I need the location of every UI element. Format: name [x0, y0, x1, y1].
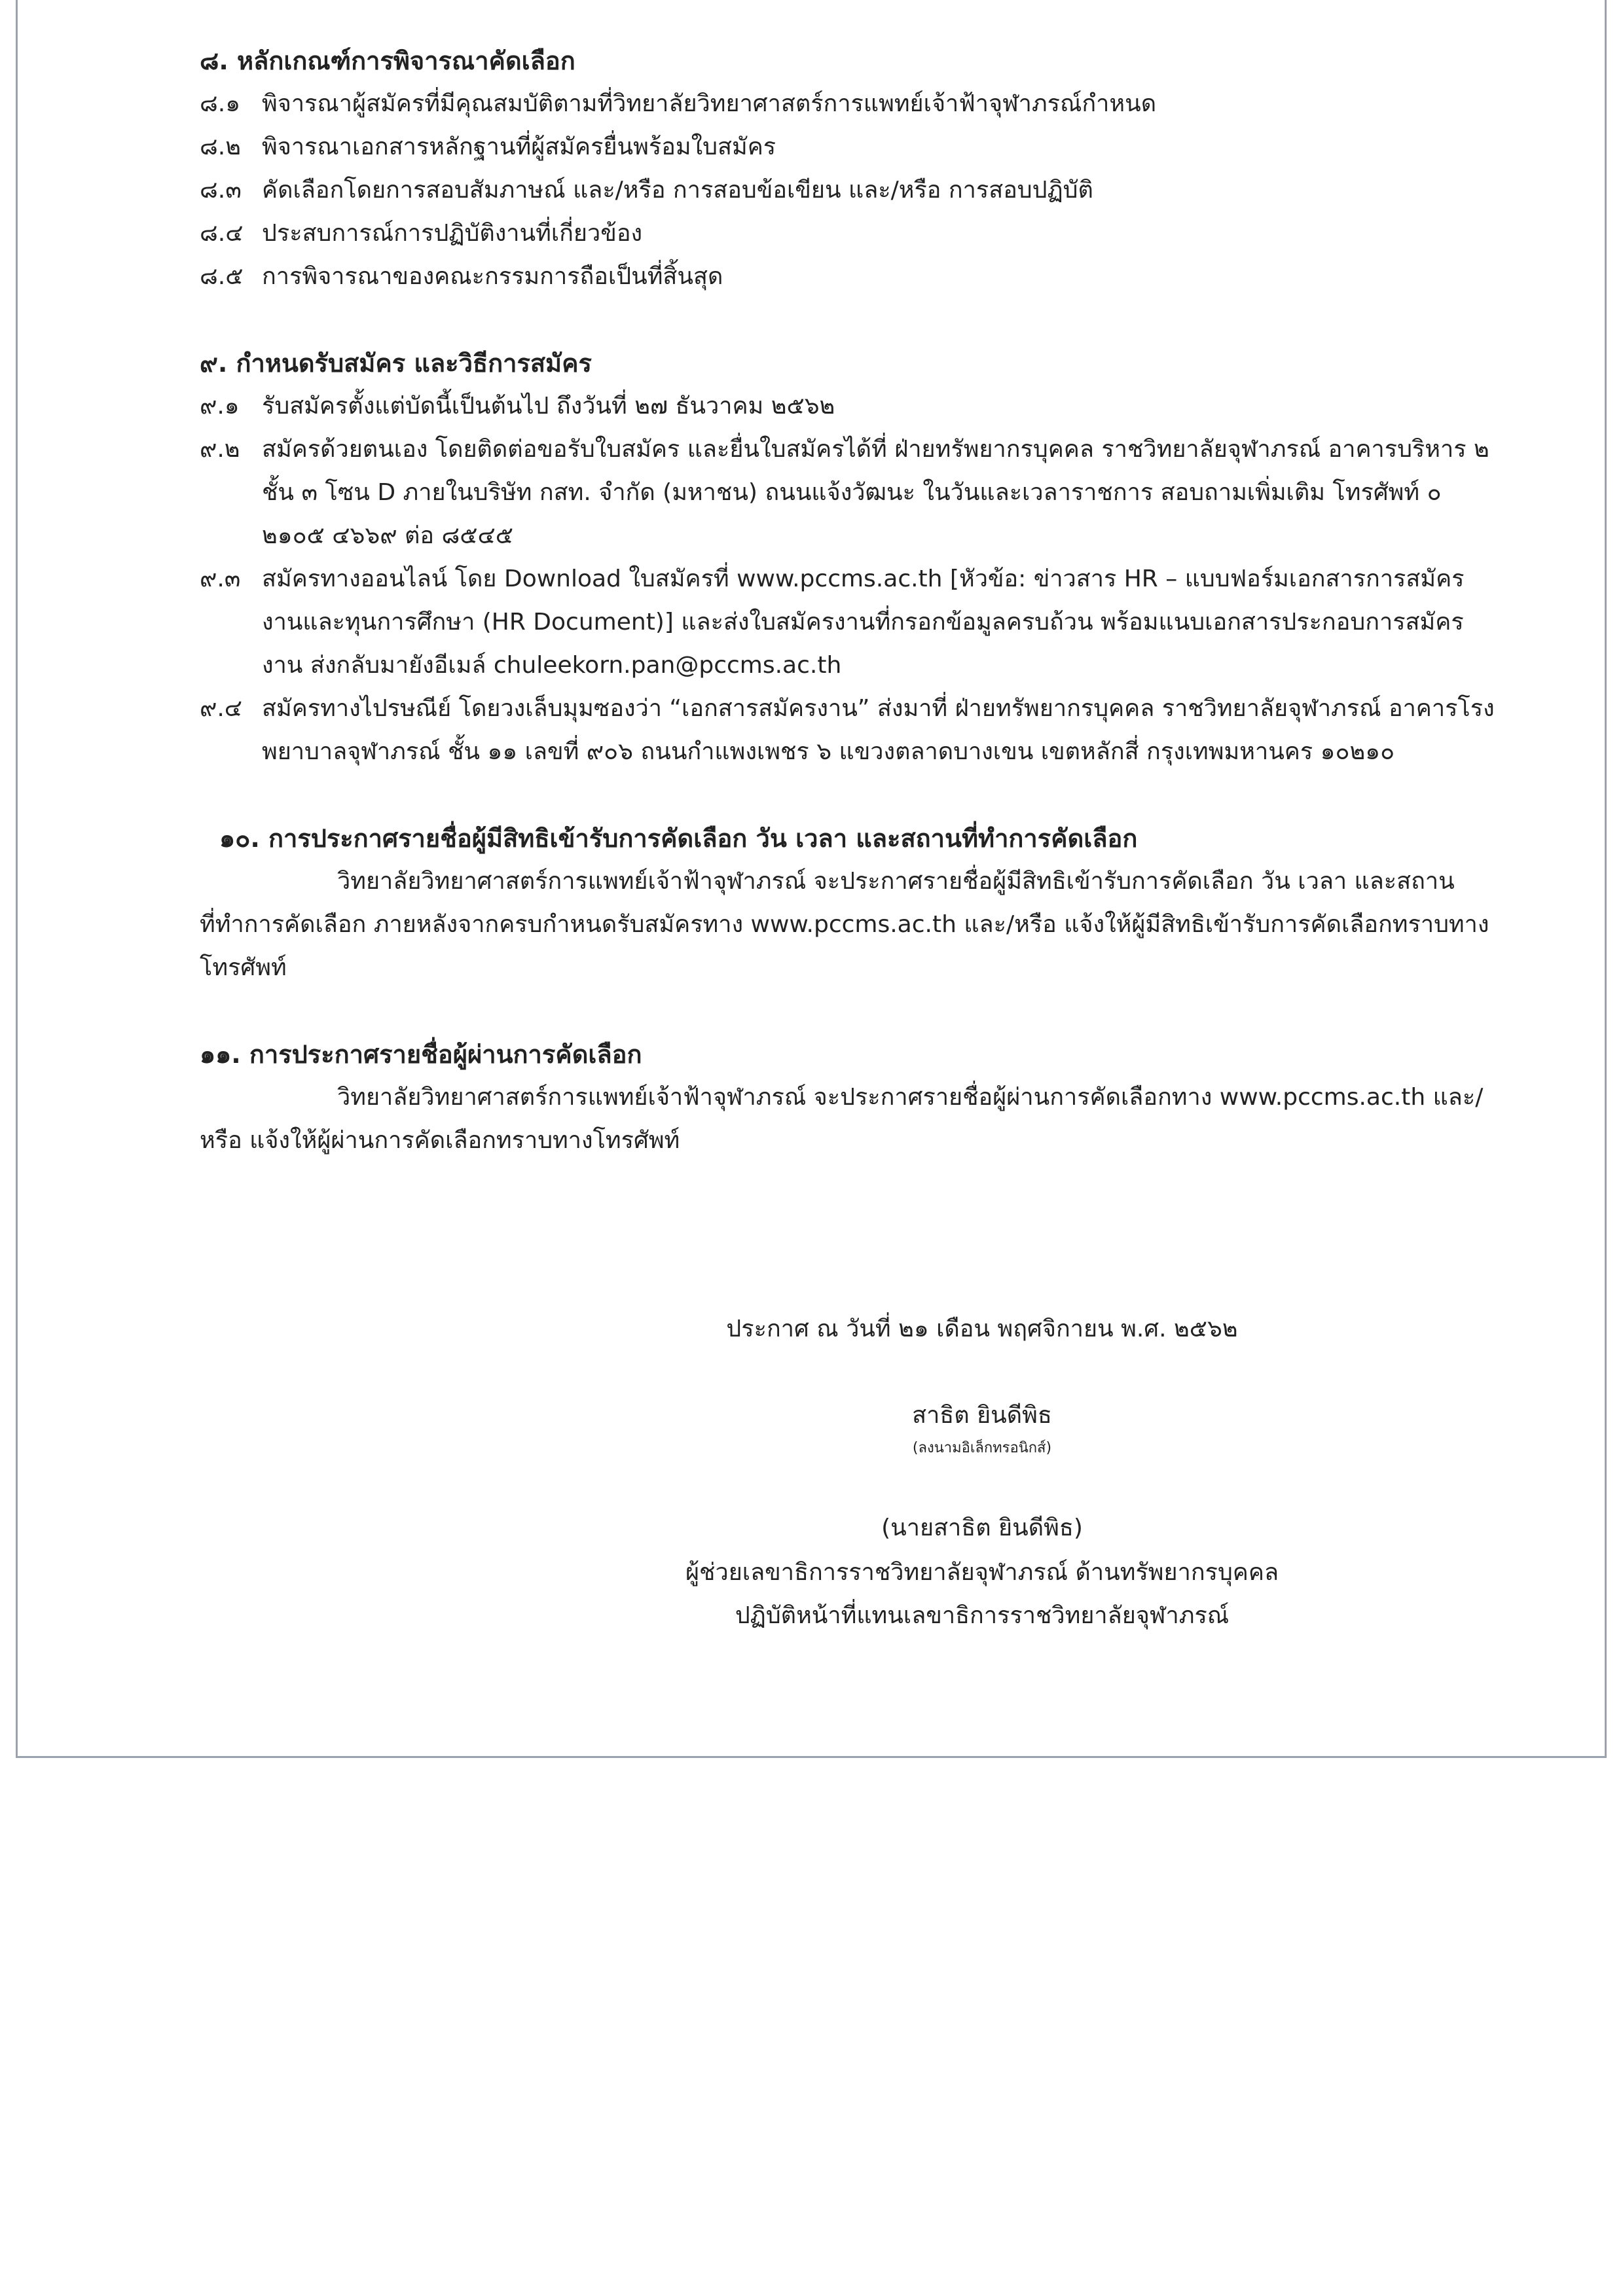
item-number: ๘.๔ [200, 220, 244, 247]
signer-name: สาธิต ยินดีพิธ [912, 1402, 1052, 1429]
list-item [200, 212, 1496, 255]
signer-position: ผู้ช่วยเลขาธิการราชวิทยาลัยจุฬาภรณ์ ด้านทรัพยากรบุคคล [685, 1559, 1279, 1586]
item-number: ๘.๑ [200, 90, 241, 117]
section-10-body: วิทยาลัยวิทยาศาสตร์การแพทย์เจ้าฟ้าจุฬาภรณ์ จะประกาศรายชื่อผู้มีสิทธิเข้ารับการคัดเลือก วัน เวลา และสถานที่ทำการคัดเลือก ภายหลังจากครบกำหนดรับสมัครทาง www.pccms.ac.th และ/หรือ แจ้งให้ผู้มีสิทธิเข้ารับการคัดเลือกทราบทางโทรศัพท์ [200, 868, 1489, 981]
list-item [200, 428, 1496, 558]
section-10-heading: ๑๐. การประกาศรายชื่อผู้มีสิทธิเข้ารับการคัดเลือก วัน เวลา และสถานที่ทำการคัดเลือก [219, 824, 1138, 853]
item-text: ประสบการณ์การปฏิบัติงานที่เกี่ยวข้อง [262, 220, 643, 247]
item-text: พิจารณาเอกสารหลักฐานที่ผู้สมัครยื่นพร้อมใบสมัคร [262, 134, 776, 160]
list-item [200, 385, 1496, 428]
item-text: การพิจารณาของคณะกรรมการถือเป็นที่สิ้นสุด [262, 263, 723, 290]
signer-full-name: (นายสาธิต ยินดีพิธ) [881, 1515, 1083, 1541]
section-9 [200, 342, 1496, 774]
list-item [200, 687, 1496, 774]
list-item [200, 558, 1496, 687]
item-number: ๙.๑ [200, 393, 240, 420]
section-10 [200, 817, 1496, 990]
document-body [200, 39, 1496, 1206]
item-text: สมัครทางไปรษณีย์ โดยวงเล็บมุมซองว่า “เอกสารสมัครงาน” ส่งมาที่ ฝ่ายทรัพยากรบุคคล ราชวิทยาลัยจุฬาภรณ์ อาคารโรงพยาบาลจุฬาภรณ์ ชั้น ๑๑ เลขที่ ๙๐๖ ถนนกำแพงเพชร ๖ แขวงตลาดบางเขน เขตหลักสี่ กรุงเทพมหานคร ๑๐๒๑๐ [262, 695, 1495, 765]
section-8-heading: ๘. หลักเกณฑ์การพิจารณาคัดเลือก [200, 46, 575, 75]
section-9-heading: ๙. กำหนดรับสมัคร และวิธีการสมัคร [200, 349, 592, 378]
item-text: สมัครทางออนไลน์ โดย Download ใบสมัครที่ www.pccms.ac.th [หัวข้อ: ข่าวสาร HR – แบบฟอร์มเอกสารการสมัคร งานและทุนการศึกษา (HR Document)] และส่งใบสมัครงานที่กรอกข้อมูลครบถ้วน พร้อมแนบเอกสารประกอบการสมัครงาน ส่งกลับมายังอีเมล์ chuleekorn.pan@pccms.ac.th [262, 565, 1465, 679]
item-number: ๙.๔ [200, 695, 243, 722]
list-item [200, 126, 1496, 169]
section-11-body: วิทยาลัยวิทยาศาสตร์การแพทย์เจ้าฟ้าจุฬาภรณ์ จะประกาศรายชื่อผู้ผ่านการคัดเลือกทาง www.pccms.ac.th และ/หรือ แจ้งให้ผู้ผ่านการคัดเลือกทราบทางโทรศัพท์ [200, 1084, 1484, 1154]
item-number: ๙.๒ [200, 436, 240, 463]
item-text: รับสมัครตั้งแต่บัดนี้เป็นต้นไป ถึงวันที่ ๒๗ ธันวาคม ๒๕๖๒ [262, 393, 835, 420]
item-number: ๘.๒ [200, 134, 241, 160]
section-11-heading: ๑๑. การประกาศรายชื่อผู้ผ่านการคัดเลือก [200, 1040, 642, 1069]
item-text: คัดเลือกโดยการสอบสัมภาษณ์ และ/หรือ การสอบข้อเขียน และ/หรือ การสอบปฏิบัติ [262, 177, 1093, 204]
item-number: ๘.๕ [200, 263, 244, 290]
item-number: ๙.๓ [200, 565, 241, 592]
section-11 [200, 1033, 1496, 1162]
announce-date: ประกาศ ณ วันที่ ๒๑ เดือน พฤศจิกายน พ.ศ. ๒๕๖๒ [726, 1316, 1238, 1342]
section-8 [200, 39, 1496, 298]
list-item [200, 82, 1496, 126]
item-number: ๘.๓ [200, 177, 242, 204]
esign-note: (ลงนามอิเล็กทรอนิกส์) [912, 1440, 1052, 1456]
item-text: สมัครด้วยตนเอง โดยติดต่อขอรับใบสมัคร และยื่นใบสมัครได้ที่ ฝ่ายทรัพยากรบุคคล ราชวิทยาลัยจุฬาภรณ์ อาคารบริหาร ๒ ชั้น ๓ โซน D ภายในบริษัท กสท. จำกัด (มหาชน) ถนนแจ้งวัฒนะ ในวันและเวลาราชการ สอบถามเพิ่มเติม โทรศัพท์ ๐ ๒๑๐๕ ๔๖๖๙ ต่อ ๘๕๔๕ [262, 436, 1489, 549]
list-item [200, 255, 1496, 298]
signer-acting-position: ปฏิบัติหน้าที่แทนเลขาธิการราชวิทยาลัยจุฬาภรณ์ [735, 1602, 1230, 1629]
list-item [200, 169, 1496, 212]
item-text: พิจารณาผู้สมัครที่มีคุณสมบัติตามที่วิทยาลัยวิทยาศาสตร์การแพทย์เจ้าฟ้าจุฬาภรณ์กำหนด [262, 90, 1157, 117]
